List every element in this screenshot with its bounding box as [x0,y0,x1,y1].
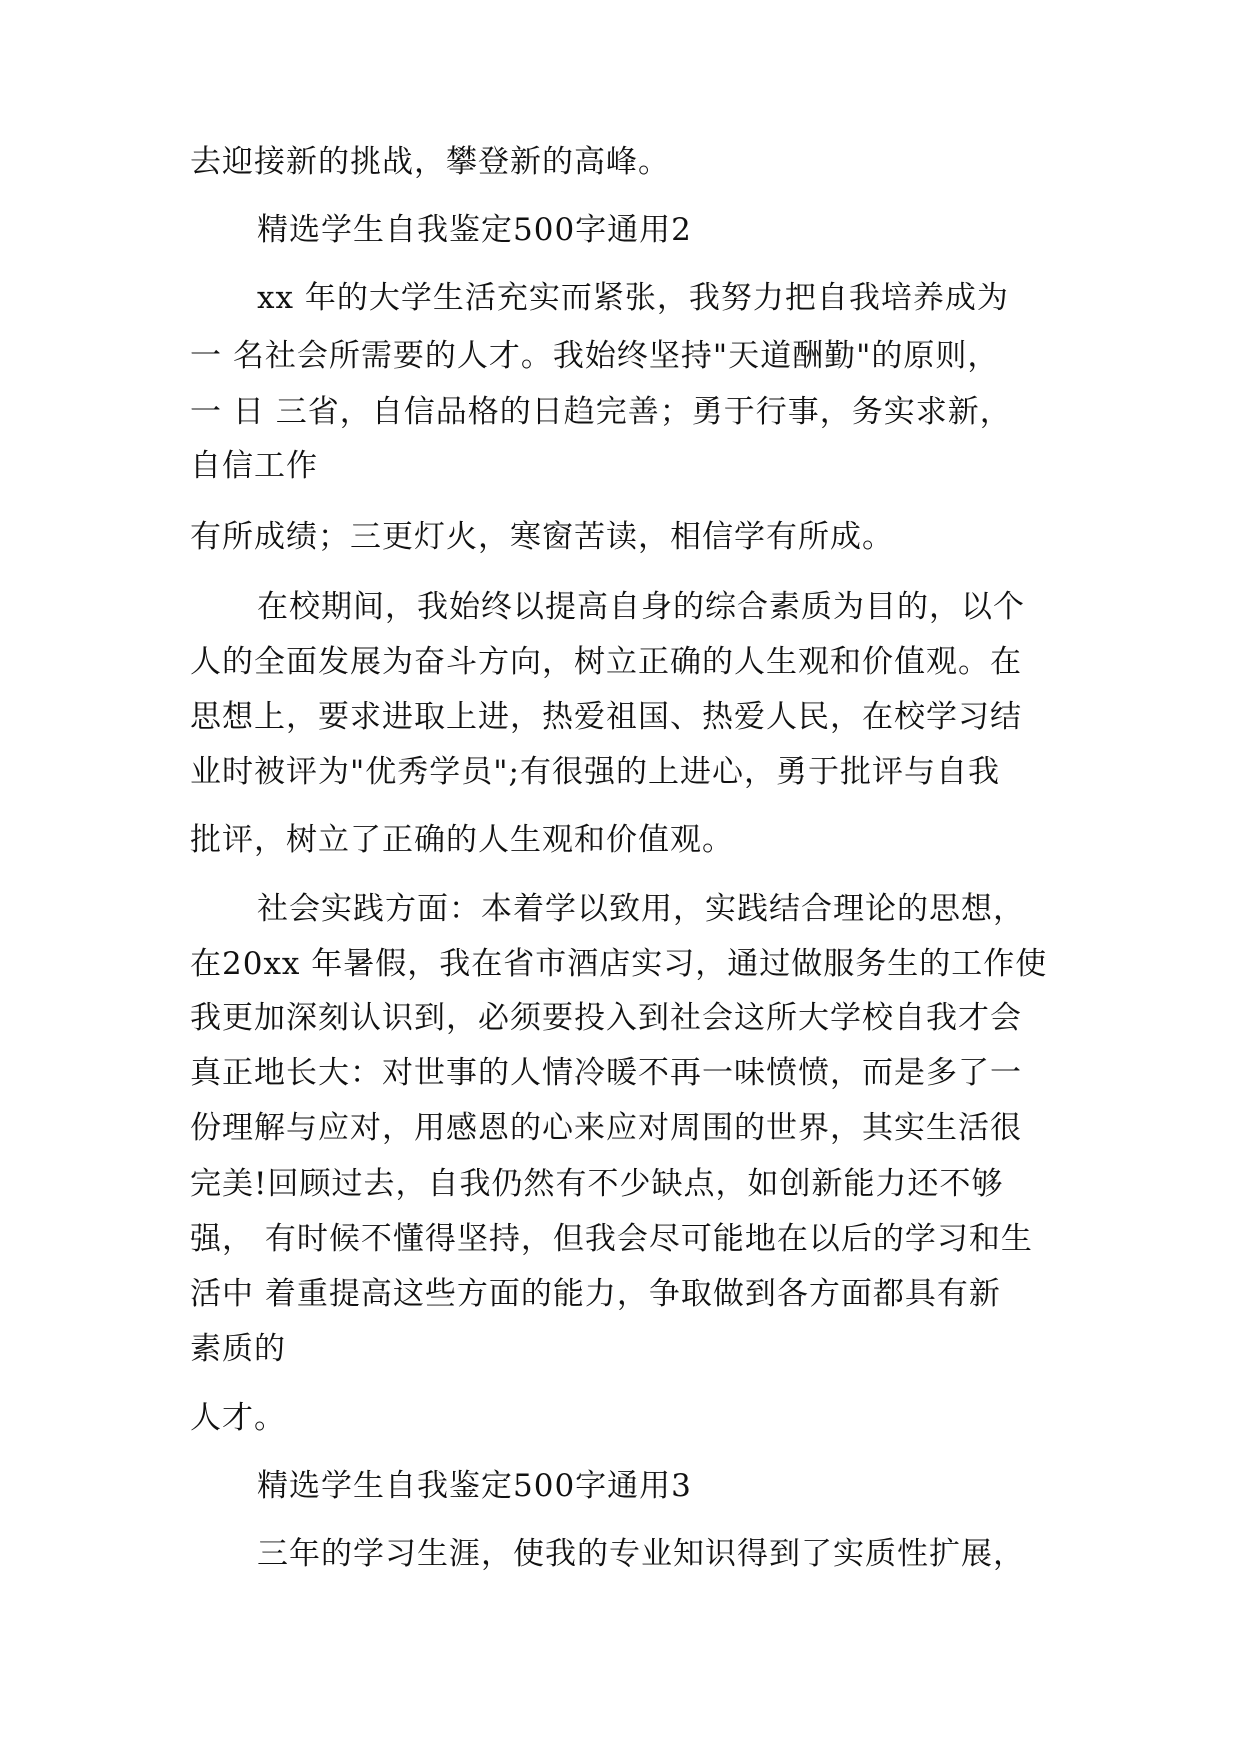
text-line: 活中 着重提高这些方面的能力，争取做到各方面都具有新 [190,1276,1001,1312]
text-line: 在20xx 年暑假，我在省市酒店实习，通过做服务生的工作使 [190,946,1048,982]
text-line: 一 日 三省，自信品格的日趋完善；勇于行事，务实求新， [190,394,1012,430]
text-line: 份理解与应对，用感恩的心来应对周围的世界，其实生活很 [190,1110,1022,1146]
text-line: 人才。 [190,1400,286,1436]
text-line: 有所成绩；三更灯火，寒窗苦读，相信学有所成。 [190,519,894,555]
text-line: 社会实践方面：本着学以致用，实践结合理论的思想， [257,891,1025,927]
text-line: 素质的 [190,1331,286,1367]
text-line: 三年的学习生涯，使我的专业知识得到了实质性扩展， [257,1536,1025,1572]
text-line: 强， 有时候不懂得坚持，但我会尽可能地在以后的学习和生 [190,1221,1033,1257]
text-line: 思想上，要求进取上进，热爱祖国、热爱人民，在校学习结 [190,699,1022,735]
text-line: 自信工作 [190,448,318,484]
text-line: 批评，树立了正确的人生观和价值观。 [190,822,734,858]
text-line: 在校期间，我始终以提高自身的综合素质为目的，以个 [257,589,1025,625]
text-line: 去迎接新的挑战，攀登新的高峰。 [190,144,670,180]
text-line: xx 年的大学生活充实而紧张，我努力把自我培养成为 [257,280,1009,316]
section-heading: 精选学生自我鉴定500字通用2 [257,212,692,248]
text-line: 人的全面发展为奋斗方向，树立正确的人生观和价值观。在 [190,644,1022,680]
section-heading: 精选学生自我鉴定500字通用3 [257,1468,692,1504]
text-line: 我更加深刻认识到，必须要投入到社会这所大学校自我才会 [190,1000,1022,1036]
text-line: 一 名社会所需要的人才。我始终坚持"天道酬勤"的原则， [190,338,1000,374]
text-line: 真正地长大：对世事的人情冷暖不再一味愤愤，而是多了一 [190,1055,1022,1091]
text-line: 业时被评为"优秀学员";有很强的上进心，勇于批评与自我 [190,754,1000,790]
text-line: 完美!回顾过去，自我仍然有不少缺点，如创新能力还不够 [190,1166,1004,1202]
